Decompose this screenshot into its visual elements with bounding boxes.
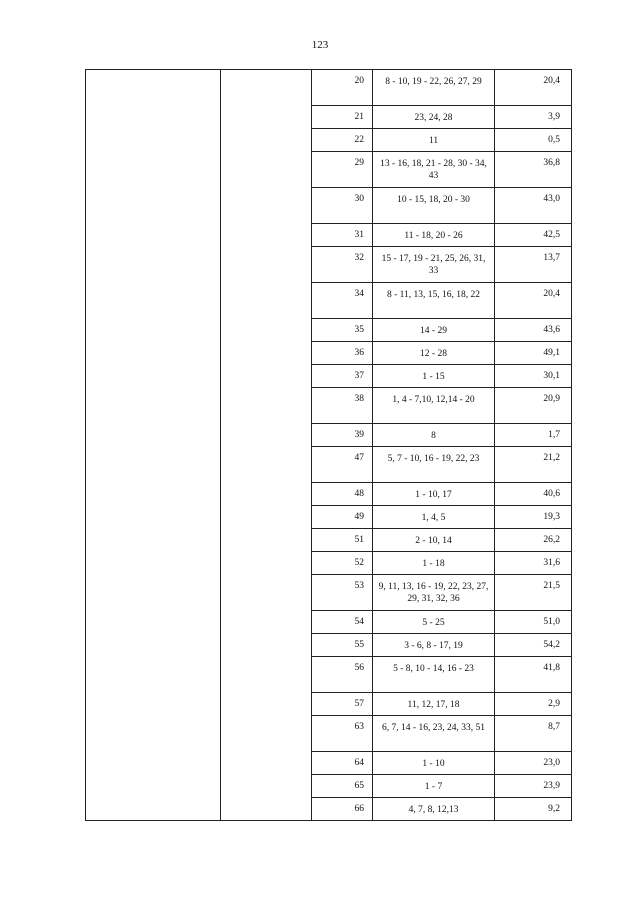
range-cell: 11 - 18, 20 - 26	[373, 224, 495, 247]
value-cell: 1,7	[495, 424, 572, 447]
range-cell: 11	[373, 129, 495, 152]
page-number: 123	[311, 39, 329, 51]
row-number-cell: 34	[312, 283, 373, 319]
row-number-cell: 32	[312, 247, 373, 283]
value-cell: 42,5	[495, 224, 572, 247]
row-number-cell: 48	[312, 483, 373, 506]
range-cell: 1, 4, 5	[373, 506, 495, 529]
value-cell: 3,9	[495, 106, 572, 129]
row-number-cell: 54	[312, 611, 373, 634]
range-cell: 1 - 15	[373, 365, 495, 388]
value-cell: 23,0	[495, 752, 572, 775]
range-cell: 6, 7, 14 - 16, 23, 24, 33, 51	[373, 716, 495, 752]
row-number-cell: 55	[312, 634, 373, 657]
value-cell: 51,0	[495, 611, 572, 634]
row-number-cell: 47	[312, 447, 373, 483]
empty-cell-col2	[221, 70, 312, 821]
value-cell: 36,8	[495, 152, 572, 188]
range-cell: 2 - 10, 14	[373, 529, 495, 552]
empty-cell-col1	[86, 70, 221, 821]
row-number-cell: 36	[312, 342, 373, 365]
row-number-cell: 57	[312, 693, 373, 716]
row-number-cell: 20	[312, 70, 373, 106]
range-cell: 8 - 10, 19 - 22, 26, 27, 29	[373, 70, 495, 106]
value-cell: 13,7	[495, 247, 572, 283]
range-cell: 8 - 11, 13, 15, 16, 18, 22	[373, 283, 495, 319]
table-body	[86, 70, 572, 821]
row-number-cell: 56	[312, 657, 373, 693]
data-table	[85, 69, 572, 821]
range-cell: 14 - 29	[373, 319, 495, 342]
value-cell: 2,9	[495, 693, 572, 716]
value-cell: 30,1	[495, 365, 572, 388]
range-cell: 1 - 18	[373, 552, 495, 575]
range-cell: 8	[373, 424, 495, 447]
range-cell: 5 - 25	[373, 611, 495, 634]
row-number-cell: 35	[312, 319, 373, 342]
value-cell: 20,4	[495, 283, 572, 319]
row-number-cell: 30	[312, 188, 373, 224]
value-cell: 40,6	[495, 483, 572, 506]
range-cell: 3 - 6, 8 - 17, 19	[373, 634, 495, 657]
value-cell: 23,9	[495, 775, 572, 798]
row-number-cell: 65	[312, 775, 373, 798]
value-cell: 49,1	[495, 342, 572, 365]
row-number-cell: 31	[312, 224, 373, 247]
row-number-cell: 51	[312, 529, 373, 552]
row-number-cell: 63	[312, 716, 373, 752]
value-cell: 9,2	[495, 798, 572, 821]
value-cell: 43,0	[495, 188, 572, 224]
row-number-cell: 39	[312, 424, 373, 447]
row-number-cell: 38	[312, 388, 373, 424]
value-cell: 0,5	[495, 129, 572, 152]
range-cell: 1 - 10, 17	[373, 483, 495, 506]
row-number-cell: 37	[312, 365, 373, 388]
range-cell: 11, 12, 17, 18	[373, 693, 495, 716]
range-cell: 5, 7 - 10, 16 - 19, 22, 23	[373, 447, 495, 483]
value-cell: 54,2	[495, 634, 572, 657]
value-cell: 21,2	[495, 447, 572, 483]
range-cell: 1 - 10	[373, 752, 495, 775]
row-number-cell: 22	[312, 129, 373, 152]
row-number-cell: 49	[312, 506, 373, 529]
table-row	[86, 70, 572, 106]
value-cell: 19,3	[495, 506, 572, 529]
value-cell: 41,8	[495, 657, 572, 693]
range-cell: 9, 11, 13, 16 - 19, 22, 23, 27, 29, 31, 32, 36	[373, 575, 495, 611]
value-cell: 20,4	[495, 70, 572, 106]
row-number-cell: 52	[312, 552, 373, 575]
range-cell: 10 - 15, 18, 20 - 30	[373, 188, 495, 224]
range-cell: 23, 24, 28	[373, 106, 495, 129]
row-number-cell: 21	[312, 106, 373, 129]
range-cell: 5 - 8, 10 - 14, 16 - 23	[373, 657, 495, 693]
range-cell: 4, 7, 8, 12,13	[373, 798, 495, 821]
range-cell: 13 - 16, 18, 21 - 28, 30 - 34, 43	[373, 152, 495, 188]
range-cell: 1, 4 - 7,10, 12,14 - 20	[373, 388, 495, 424]
range-cell: 12 - 28	[373, 342, 495, 365]
value-cell: 31,6	[495, 552, 572, 575]
row-number-cell: 64	[312, 752, 373, 775]
row-number-cell: 66	[312, 798, 373, 821]
row-number-cell: 53	[312, 575, 373, 611]
row-number-cell: 29	[312, 152, 373, 188]
value-cell: 8,7	[495, 716, 572, 752]
range-cell: 1 - 7	[373, 775, 495, 798]
data-table-container	[85, 69, 571, 821]
value-cell: 43,6	[495, 319, 572, 342]
range-cell: 15 - 17, 19 - 21, 25, 26, 31, 33	[373, 247, 495, 283]
value-cell: 26,2	[495, 529, 572, 552]
value-cell: 21,5	[495, 575, 572, 611]
value-cell: 20,9	[495, 388, 572, 424]
